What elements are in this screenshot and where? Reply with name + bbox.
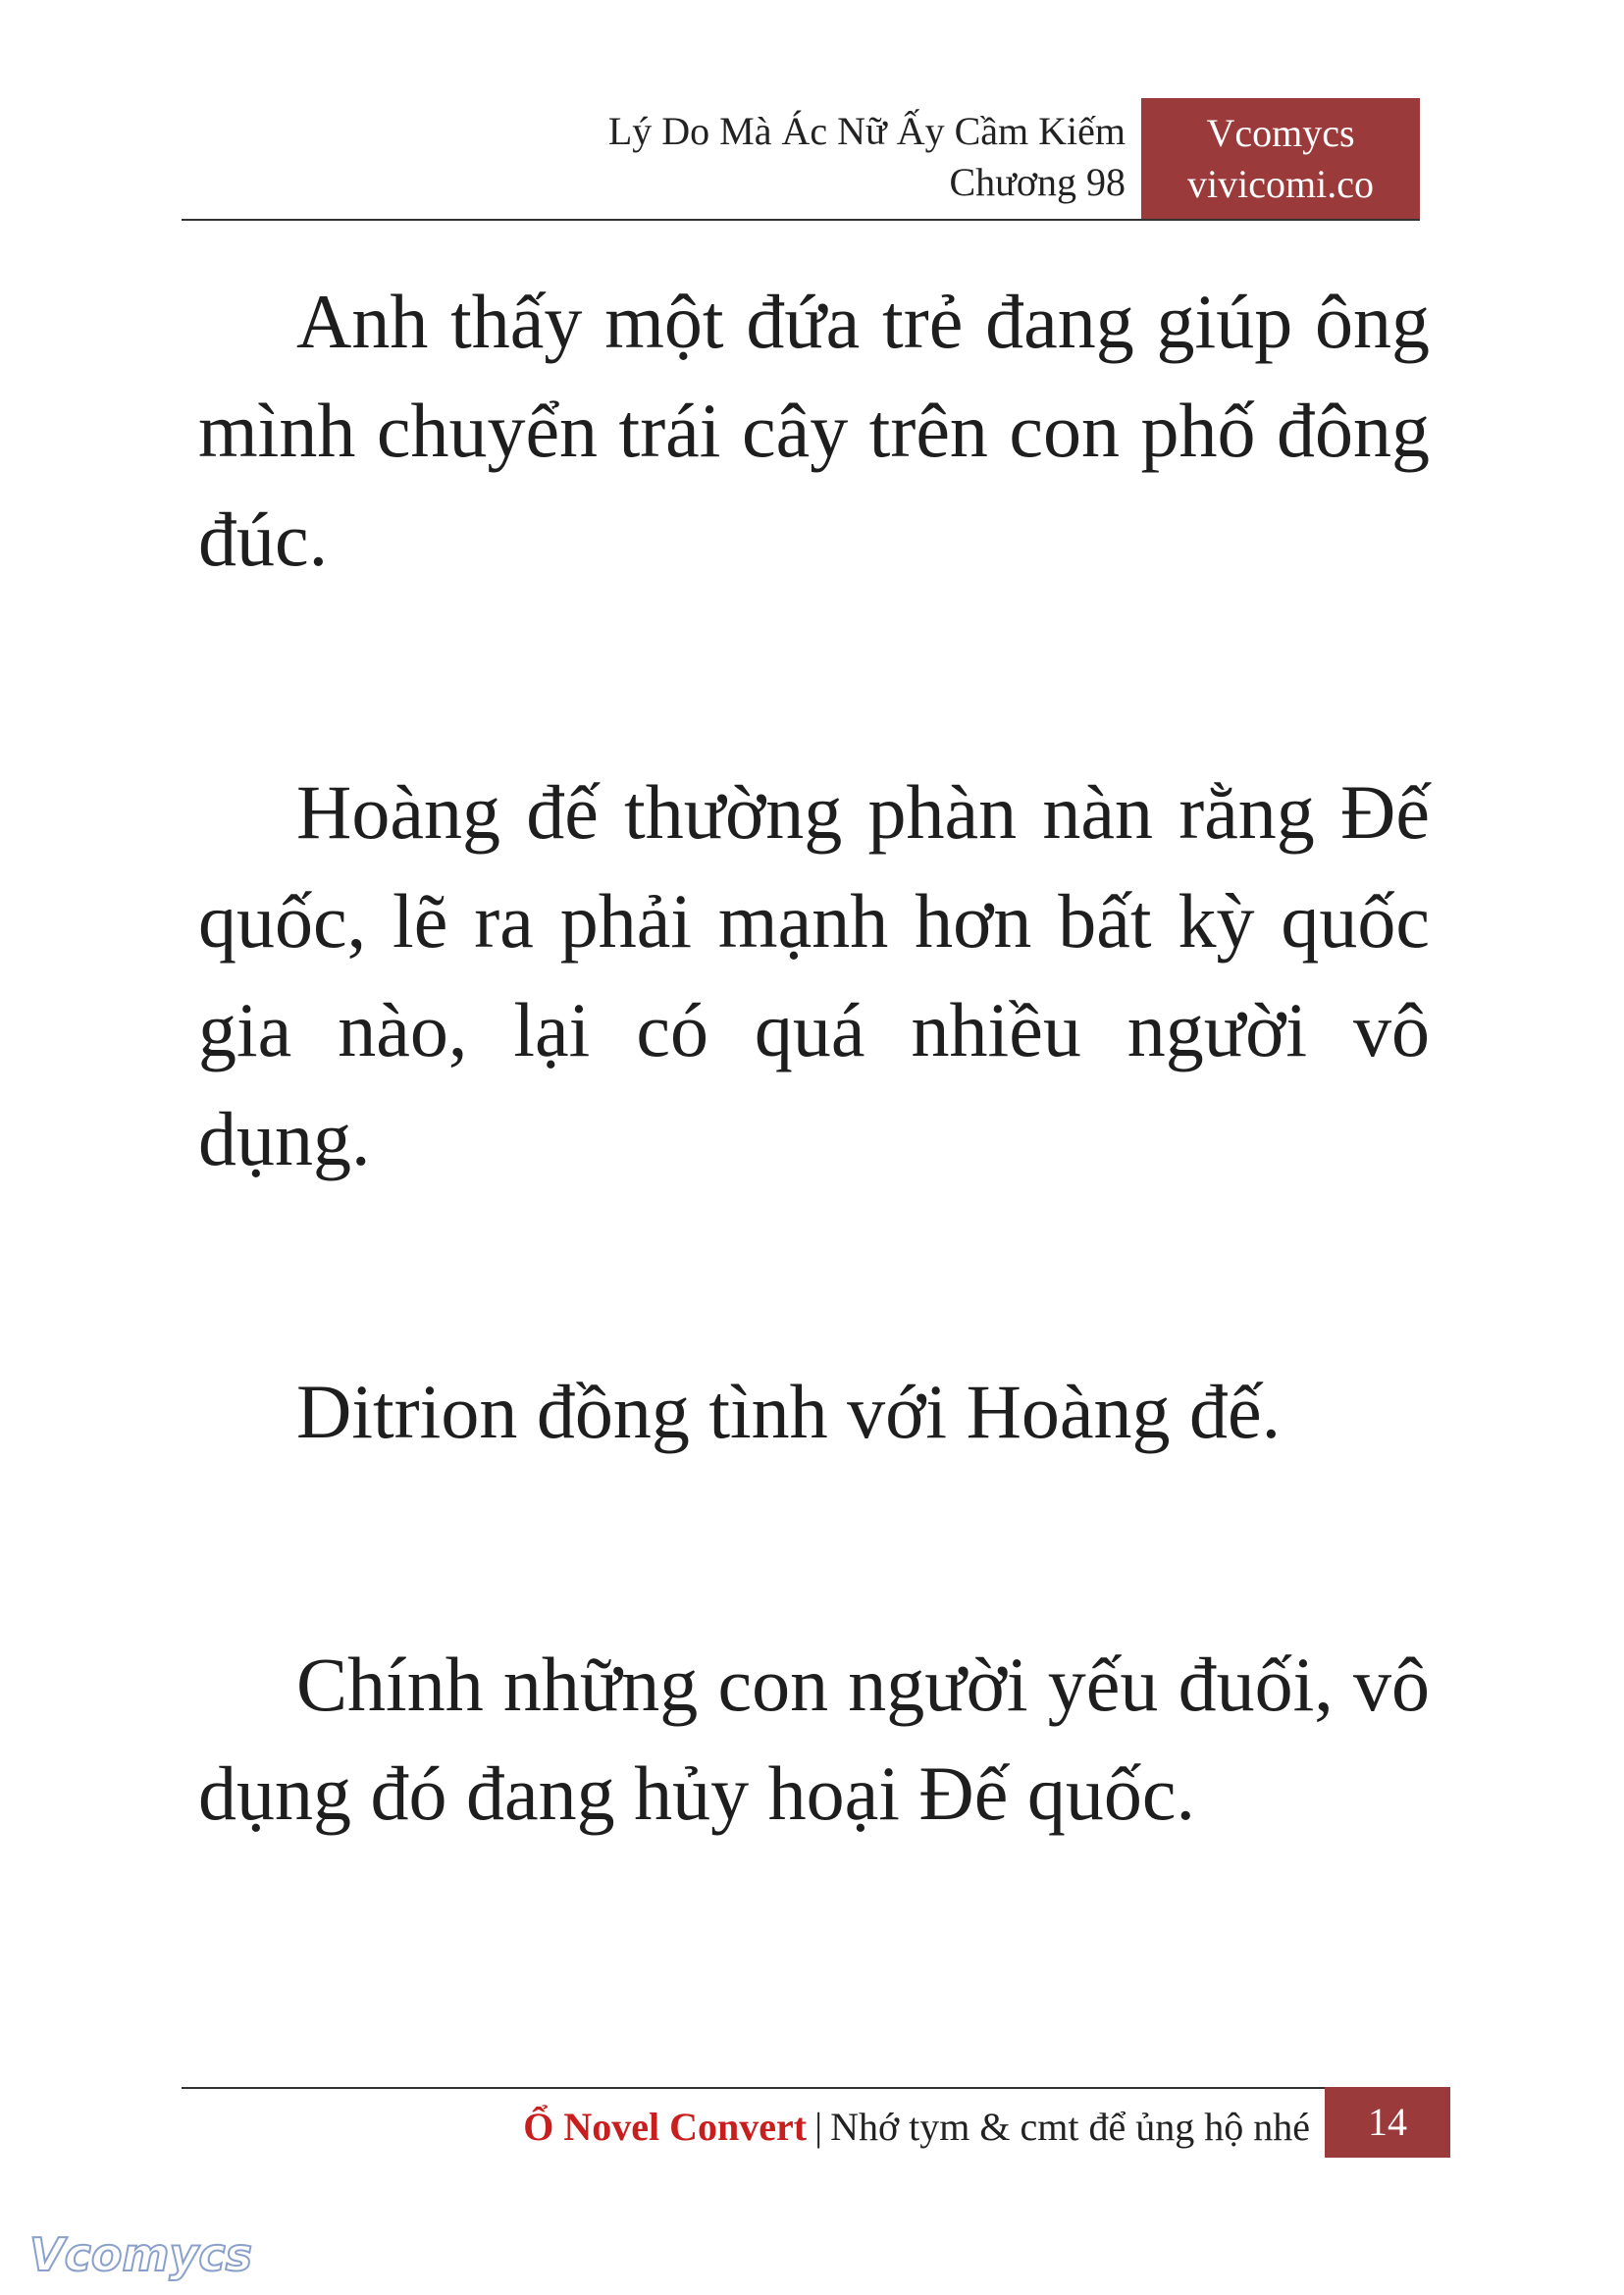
footer-brand: Ổ Novel Convert [523,2105,808,2149]
paragraph: Chính những con người yếu đuối, vô dụng đó đang hủy hoại Đế quốc. [198,1642,1430,1836]
footer-note: Nhớ tym & cmt để ủng hộ nhé [830,2105,1310,2149]
chapter-label: Chương 98 [949,160,1126,204]
footer-divider [182,2087,1325,2089]
page-header [182,98,1420,220]
paragraph: Ditrion đồng tình với Hoàng đế. [296,1369,1282,1454]
paragraph: Hoàng đế thường phàn nàn rằng Đế quốc, lẽ ra phải mạnh hơn bất kỳ quốc gia nào, lại có quá nhiều người vô dụng. [198,769,1430,1181]
page-body [198,267,1430,2011]
header-divider [182,219,1420,221]
vcomycs-logo-watermark [27,2225,253,2286]
book-title: Lý Do Mà Ác Nữ Ấy Cầm Kiếm [607,109,1126,153]
footer-separator: | [814,2105,823,2149]
badge-site: vivicomi.co [1187,162,1374,206]
paragraph: Anh thấy một đứa trẻ đang giúp ông mình chuyển trái cây trên con phố đông đúc. [198,279,1430,582]
publisher-badge [1141,98,1420,220]
badge-brand: Vcomycs [1206,111,1355,155]
header-text-block [608,106,1126,208]
watermark-logo-icon [27,2225,253,2286]
watermark-text: Vcomycs [29,2228,253,2281]
page-number: 14 [1325,2087,1450,2158]
page-footer [523,2093,1310,2162]
